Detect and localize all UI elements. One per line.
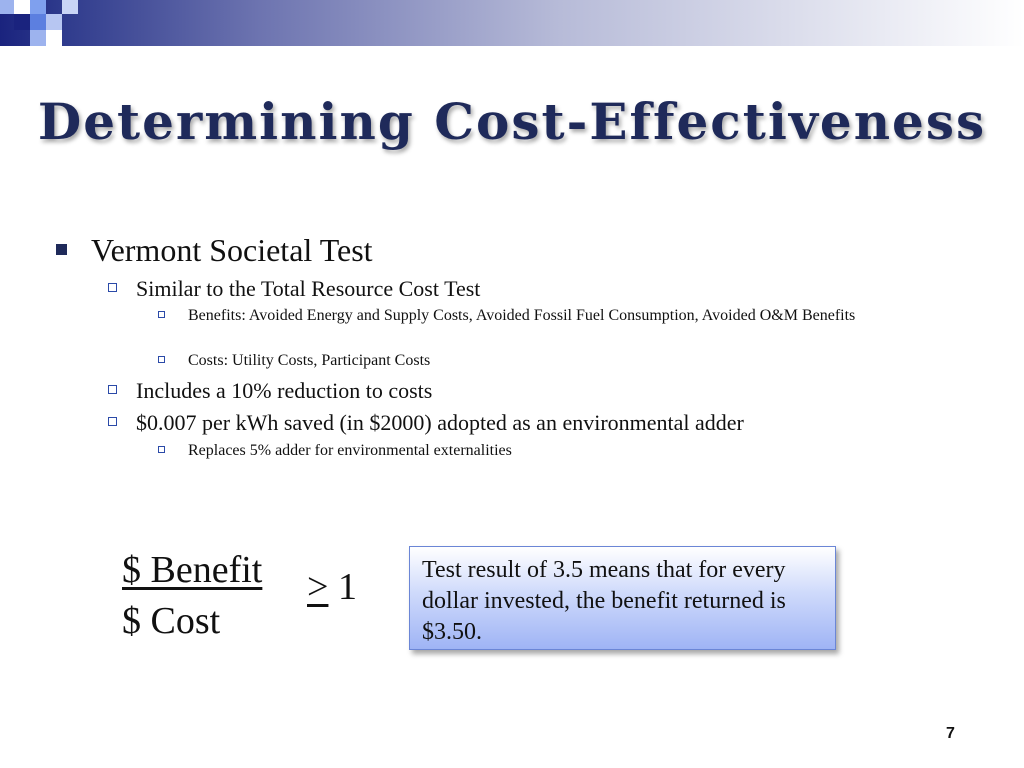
hollow-square-bullet-icon bbox=[158, 311, 165, 318]
slide-title: Determining Cost-Effectiveness bbox=[37, 92, 987, 151]
decor-square bbox=[30, 30, 46, 46]
sub-sub-bullet-text: Benefits: Avoided Energy and Supply Costs, Avoided Fossil Fuel Consumption, Avoided O&M Benefits bbox=[188, 307, 856, 324]
decor-square bbox=[30, 0, 46, 14]
sub-bullet-text: Similar to the Total Resource Cost Test bbox=[136, 276, 481, 301]
decor-square bbox=[30, 14, 46, 30]
sub-bullet-text: $0.007 per kWh saved (in $2000) adopted as an environmental adder bbox=[136, 410, 744, 435]
hollow-square-bullet-icon bbox=[158, 446, 165, 453]
hollow-square-bullet-icon bbox=[158, 356, 165, 363]
sub-sub-bullet-text: Replaces 5% adder for environmental externalities bbox=[188, 442, 512, 459]
decor-square bbox=[14, 0, 30, 14]
formula-numerator: $ Benefit bbox=[122, 549, 263, 591]
hollow-square-bullet-icon bbox=[108, 417, 117, 426]
decor-square bbox=[62, 0, 78, 14]
header-gradient-band bbox=[0, 0, 1024, 46]
formula-value: 1 bbox=[337, 566, 357, 608]
formula-denominator: $ Cost bbox=[122, 600, 221, 642]
decor-square bbox=[14, 14, 30, 30]
hollow-square-bullet-icon bbox=[108, 283, 117, 292]
callout-box: Test result of 3.5 means that for every dollar invested, the benefit returned is $3.50. bbox=[409, 546, 836, 650]
decor-square bbox=[0, 0, 14, 14]
greater-equal-symbol: > bbox=[307, 566, 329, 608]
decor-square bbox=[46, 30, 62, 46]
square-bullet-icon bbox=[56, 244, 67, 255]
bullet-text: Vermont Societal Test bbox=[91, 232, 373, 268]
sub-bullet-text: Includes a 10% reduction to costs bbox=[136, 378, 433, 403]
decor-square bbox=[46, 14, 62, 30]
hollow-square-bullet-icon bbox=[108, 385, 117, 394]
formula-relation bbox=[307, 565, 357, 609]
page-number: 7 bbox=[946, 725, 955, 742]
sub-sub-bullet-text: Costs: Utility Costs, Participant Costs bbox=[188, 352, 431, 369]
